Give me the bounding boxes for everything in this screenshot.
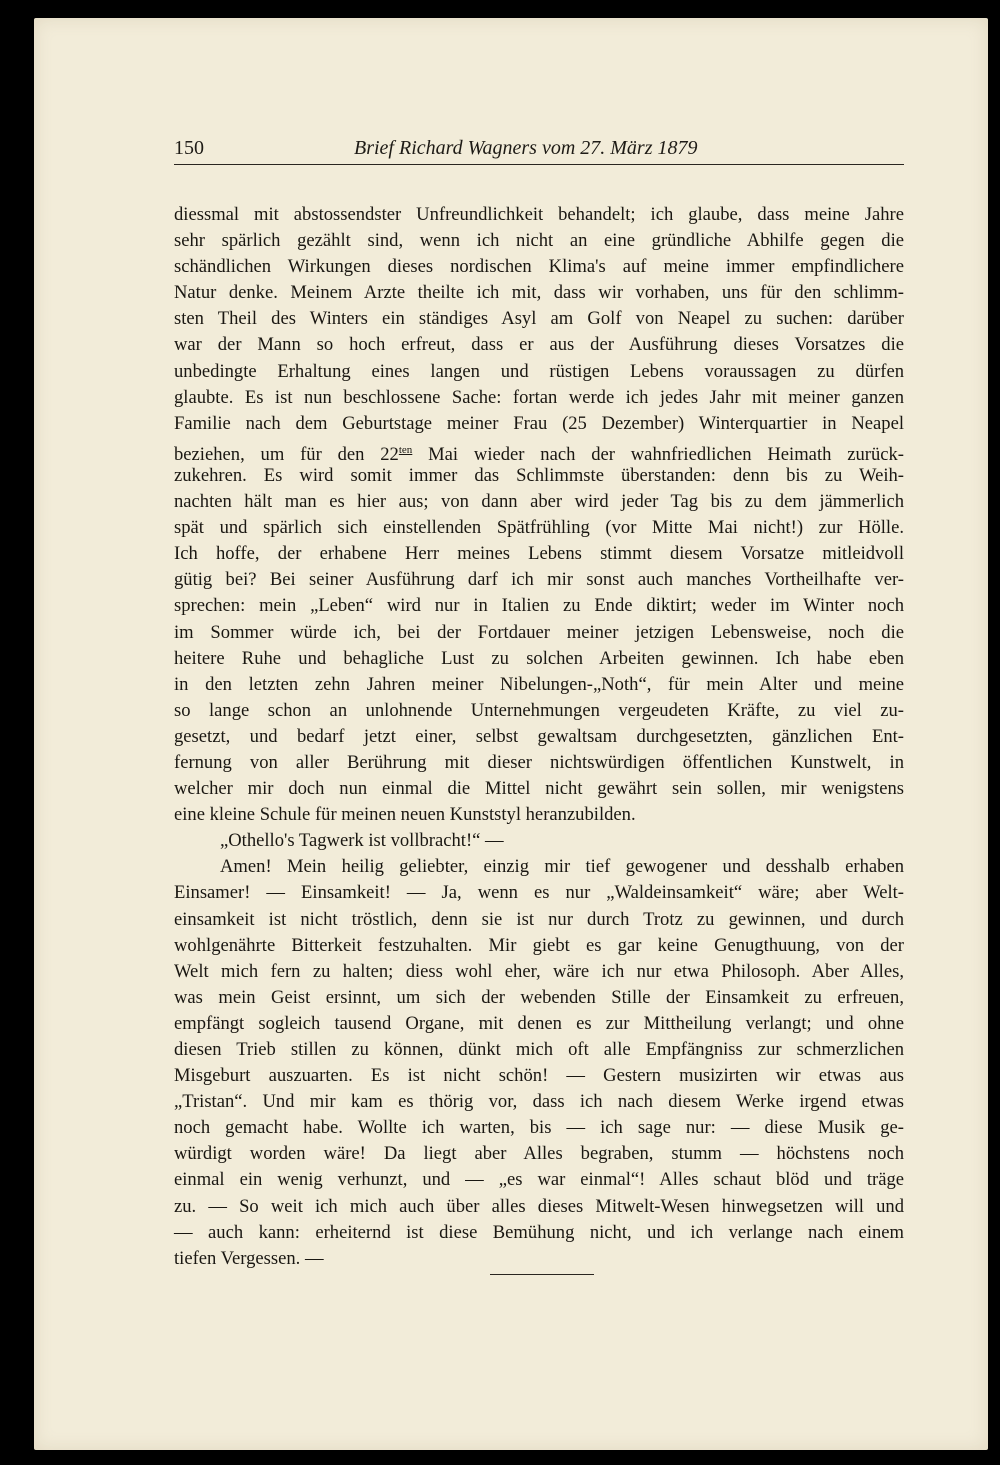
page-header [174,136,904,165]
text-line: Amen! Mein heilig geliebter, einzig mir tief gewogener und desshalb erhaben [220,856,904,878]
text-line: Natur denke. Meinem Arzte theilte ich mit, dass wir vorhaben, uns für den schlimm- [174,282,904,304]
text-line: wohlgenährte Bitterkeit festzuhalten. Mir giebt es gar keine Genugthuung, von der [174,934,904,956]
text-line: was mein Geist ersinnt, um sich der webenden Stille der Einsamkeit zu erfreuen, [174,986,904,1008]
text-line: war der Mann so hoch erfreut, dass er aus der Ausführung dieses Vorsatzes die [174,334,904,356]
letter-body [174,202,904,1272]
text-line: heitere Ruhe und behagliche Lust zu solchen Arbeiten gewinnen. Ich habe eben [174,647,904,669]
text-line: fernung von aller Berührung mit dieser nichtswürdigen öffentlichen Kunstwelt, in [174,751,904,773]
text-line: „Tristan“. Und mir kam es thörig vor, dass ich nach diesem Werke irgend etwas [174,1091,904,1113]
text-line: so lange schon an unlohnende Unternehmungen vergeudeten Kräfte, zu viel zu- [174,699,904,721]
text-line: welcher mir doch nun einmal die Mittel nicht gewährt sein sollen, mir wenigstens [174,778,904,800]
text-line: würdigt worden wäre! Da liegt aber Alles begraben, stumm — höchstens noch [174,1143,904,1165]
text-line: spät und spärlich sich einstellenden Spätfrühling (vor Mitte Mai nicht!) zur Hölle. [174,517,904,539]
text-line: Misgeburt auszuarten. Es ist nicht schön! — Gestern musizirten wir etwas aus [174,1065,904,1087]
text-line: im Sommer würde ich, bei der Fortdauer meiner jetzigen Lebensweise, noch die [174,621,904,643]
text-line: — auch kann: erheiternd ist diese Bemühung nicht, und ich verlange nach einem [174,1221,904,1243]
text-line: zu. — So weit ich mich auch über alles dieses Mitwelt-Wesen hinwegsetzen will und [174,1195,904,1217]
text-line: beziehen, um für den $22^{ten}$ Mai wieder nach der wahnfriedlichen Heimath zurück- [174,443,904,465]
running-title: Brief Richard Wagners vom 27. März 1879 [354,137,698,159]
paragraph-block-b [174,463,904,828]
text-line: unbedingte Erhaltung eines langen und rüstigen Lebens voraussagen zu dürfen [174,360,904,382]
text-line: einmal ein wenig verhunzt, und — „es war einmal“! Alles schaut blöd und träge [174,1169,904,1191]
text-line: eine kleine Schule für meinen neuen Kunststyl heranzubilden. [174,804,636,826]
paragraph-block-a [174,202,904,437]
text-line: gütig bei? Bei seiner Ausführung darf ich mir sonst auch manches Vortheilhafte ver- [174,569,904,591]
text-line: noch gemacht habe. Wollte ich warten, bis — ich sage nur: — diese Musik ge- [174,1117,904,1139]
text-line: sten Theil des Winters ein ständiges Asyl am Golf von Neapel zu suchen: darüber [174,308,904,330]
final-line: tiefen Vergessen. — [174,1247,324,1269]
text-line: sprechen: mein „Leben“ wird nur in Italien zu Ende diktirt; weder im Winter noch [174,595,904,617]
text-line: diesen Trieb stillen zu können, dünkt mich oft alle Empfängniss zur schmerzlichen [174,1039,904,1060]
text-line: schändlichen Wirkungen dieses nordischen Klima's auf meine immer empfindlichere [174,256,904,278]
page-number: 150 [174,137,204,159]
text-line: sehr spärlich gezählt sind, wenn ich nicht an eine gründliche Abhilfe gegen die [174,230,904,252]
closing-rule [490,1274,594,1275]
text-line: Familie nach dem Geburtstage meiner Frau (25 Dezember) Winterquartier in Neapel [174,412,904,434]
text-line: Welt mich fern zu halten; diess wohl eher, wäre ich nur etwa Philosoph. Aber Alles, [174,960,904,982]
paragraph-block-c [174,880,904,1245]
text-line: glaubte. Es ist nun beschlossene Sache: fortan werde ich jedes Jahr mit meiner ganzen [174,386,904,408]
text-line: diessmal mit abstossendster Unfreundlichkeit behandelt; ich glaube, dass meine Jahre [174,204,904,225]
text-line: zukehren. Es wird somit immer das Schlimmste überstanden: denn bis zu Weih- [174,464,904,486]
quote-line: „Othello's Tagwerk ist vollbracht!“ — [220,830,504,852]
text-line: einsamkeit ist nicht tröstlich, denn sie ist nur durch Trotz zu gewinnen, und durch [174,908,904,930]
superscript-ten: ten [398,443,413,456]
text-line: gesetzt, und bedarf jetzt einer, selbst gewaltsam durchgesetzten, gänzlichen Ent- [174,725,904,747]
text-line: in den letzten zehn Jahren meiner Nibelungen-„Noth“, für mein Alter und meine [174,673,904,695]
text-line: empfängt sogleich tausend Organe, mit denen es zur Mittheilung verlangt; und ohne [174,1012,904,1034]
text-line: Ich hoffe, der erhabene Herr meines Lebens stimmt diesem Vorsatze mitleidvoll [174,543,904,565]
text-line: nachten hält man es hier aus; von dann aber wird jeder Tag bis zu dem jämmerlich [174,491,904,513]
text-line: Einsamer! — Einsamkeit! — Ja, wenn es nur „Waldeinsamkeit“ wäre; aber Welt- [174,882,904,904]
